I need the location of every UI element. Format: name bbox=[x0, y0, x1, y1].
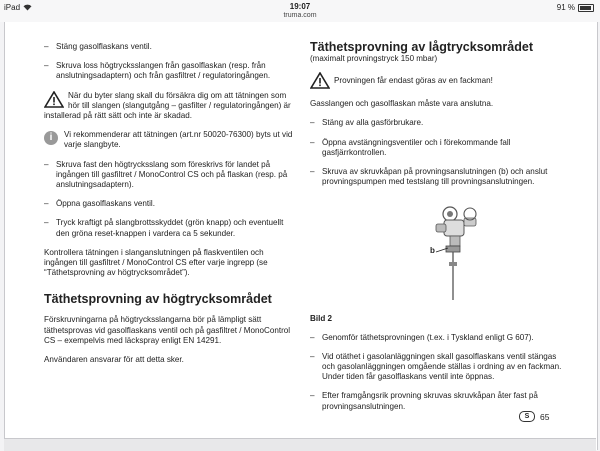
info-icon: i bbox=[44, 131, 58, 145]
language-badge: S bbox=[519, 411, 535, 422]
warning-note bbox=[44, 91, 296, 122]
list-item: – Skruva av skruvkåpan på provningsanslutningen (b) och anslut provningspumpen med testslang till provningsanslutningen. bbox=[310, 167, 566, 187]
warning-note bbox=[310, 72, 566, 90]
list-item-text: Genomför täthetsprovningen (t.ex. i Tyskland enligt G 607). bbox=[322, 332, 534, 342]
section-heading: Täthetsprovning av högtrycksområdet bbox=[44, 292, 272, 307]
right-column bbox=[310, 40, 566, 421]
status-right bbox=[557, 3, 594, 12]
list-item-text: Stäng av alla gasförbrukare. bbox=[322, 118, 424, 128]
list-item-text: Tryck kraftigt på slangbrottsskyddet (grön knapp) och eventuellt den gröna reset-knappen i vardera ca 5 sekunder. bbox=[56, 218, 284, 238]
list-item: – Genomför täthetsprovningen (t.ex. i Tyskland enligt G 607). bbox=[310, 333, 566, 343]
device-name: iPad bbox=[4, 3, 21, 12]
list-item: – Skruva fast den högtrycksslang som föreskrivs för landet på ingången till gasfiltret / MonoControl CS och på flaskan (resp. på anslutningsadaptern). bbox=[44, 160, 296, 191]
list-item-text: Skruva av skruvkåpan på provningsanslutningen (b) och anslut provningspumpen med testslang till provningsanslutningen. bbox=[322, 167, 548, 187]
list-item-text: Stäng gasolflaskans ventil. bbox=[56, 42, 152, 51]
battery-icon bbox=[578, 4, 594, 12]
section-heading: Täthetsprovning av lågtrycksområdet bbox=[310, 40, 533, 54]
bottom-toolbar bbox=[4, 438, 596, 451]
list-item-text: Skruva loss högtrycksslangen från gasolflaskan (resp. från anslutningsadaptern) och från gasfiltret / regulatoringången. bbox=[56, 61, 271, 81]
paragraph: Användaren ansvarar för att detta sker. bbox=[44, 355, 184, 365]
list-item: – Skruva loss högtrycksslangen från gasolflaskan (resp. från anslutningsadaptern) och från gasfiltret / regulatoringången. bbox=[44, 61, 296, 81]
list-item: – Öppna gasolflaskans ventil. bbox=[44, 199, 296, 209]
page-number: 65 bbox=[540, 411, 550, 422]
info-note bbox=[44, 130, 296, 150]
battery-percent: 91 % bbox=[556, 3, 575, 12]
list-item-text: Öppna avstängningsventiler och i förekommande fall gasfjärrkontrollen. bbox=[322, 137, 511, 157]
info-text: Vi rekommenderar att tätningen (art.nr 50020-76300) byts ut vid varje slangbyte. bbox=[64, 130, 293, 150]
list-item-text: Skruva fast den högtrycksslang som föreskrivs för landet på ingången till gasfiltret / MonoControl CS och på flaskan (resp. på anslutningsadaptern). bbox=[56, 159, 288, 190]
list-item: – Stäng gasolflaskans ventil. bbox=[44, 42, 296, 52]
paragraph: Förskruvningarna på högtrycksslangarna bör på lämpligt sätt täthetsprovas vid gasolflaskans ventil och på gasfiltret / MonoControl CS – exempelvis med läckspray enligt EN 14291. bbox=[44, 315, 291, 345]
battery-fill bbox=[580, 6, 591, 10]
left-column bbox=[44, 42, 296, 374]
list-item: – Tryck kraftigt på slangbrottsskyddet (grön knapp) och eventuellt den gröna reset-knappen i vardera ca 5 sekunder. bbox=[44, 218, 296, 238]
figure-caption: Bild 2 bbox=[310, 314, 333, 324]
list-item-text: Vid otäthet i gasolanläggningen skall gasolflaskans ventil stängas och gasolanläggningen omgående ställas i ordning av en fackman. Under tiden får gasolflaskans ventil inte öppnas. bbox=[322, 351, 562, 382]
status-time: 19:07 bbox=[289, 2, 311, 11]
address-url[interactable]: truma.com bbox=[283, 12, 317, 19]
warning-text: När du byter slang skall du försäkra dig om att tätningen som hör till slangen (slangutgång – gasfilter / regulatoringången) är installerad på rätt sätt och inte är skadad. bbox=[44, 90, 291, 121]
gas-regulator-illustration bbox=[406, 196, 506, 304]
list-item: – Stäng av alla gasförbrukare. bbox=[310, 118, 566, 128]
list-item: – Vid otäthet i gasolanläggningen skall gasolflaskans ventil stängas och gasolanläggningen omgående ställas i ordning av en fackman. Under tiden får gasolflaskans ventil inte öppnas. bbox=[310, 352, 566, 383]
warning-text: Provningen får endast göras av en fackman! bbox=[334, 76, 493, 86]
figure-label-b: b bbox=[430, 246, 435, 256]
page-number-area bbox=[519, 411, 549, 422]
paragraph: Gasslangen och gasolflaskan måste vara anslutna. bbox=[310, 99, 494, 109]
section-subheading: (maximalt provningstryck 150 mbar) bbox=[310, 54, 438, 63]
list-item: – Öppna avstängningsventiler och i förekommande fall gasfjärrkontrollen. bbox=[310, 138, 566, 158]
regulator-figure bbox=[406, 196, 506, 304]
warning-icon bbox=[310, 72, 330, 89]
list-item: – Efter framgångsrik provning skruvas skruvkåpan åter fast på provningsanslutningen. bbox=[310, 391, 566, 411]
list-item-text: Efter framgångsrik provning skruvas skruvkåpan åter fast på provningsanslutningen. bbox=[322, 391, 538, 411]
status-bar bbox=[0, 0, 600, 22]
list-item-text: Öppna gasolflaskans ventil. bbox=[56, 199, 155, 209]
paragraph: Kontrollera tätningen i slanganslutningen på flaskventilen och ingången till gasfiltret / MonoControl CS efter varje ingrepp (se “Täthetsprovning av högtrycksområdet”). bbox=[44, 247, 268, 278]
warning-icon bbox=[44, 91, 64, 108]
